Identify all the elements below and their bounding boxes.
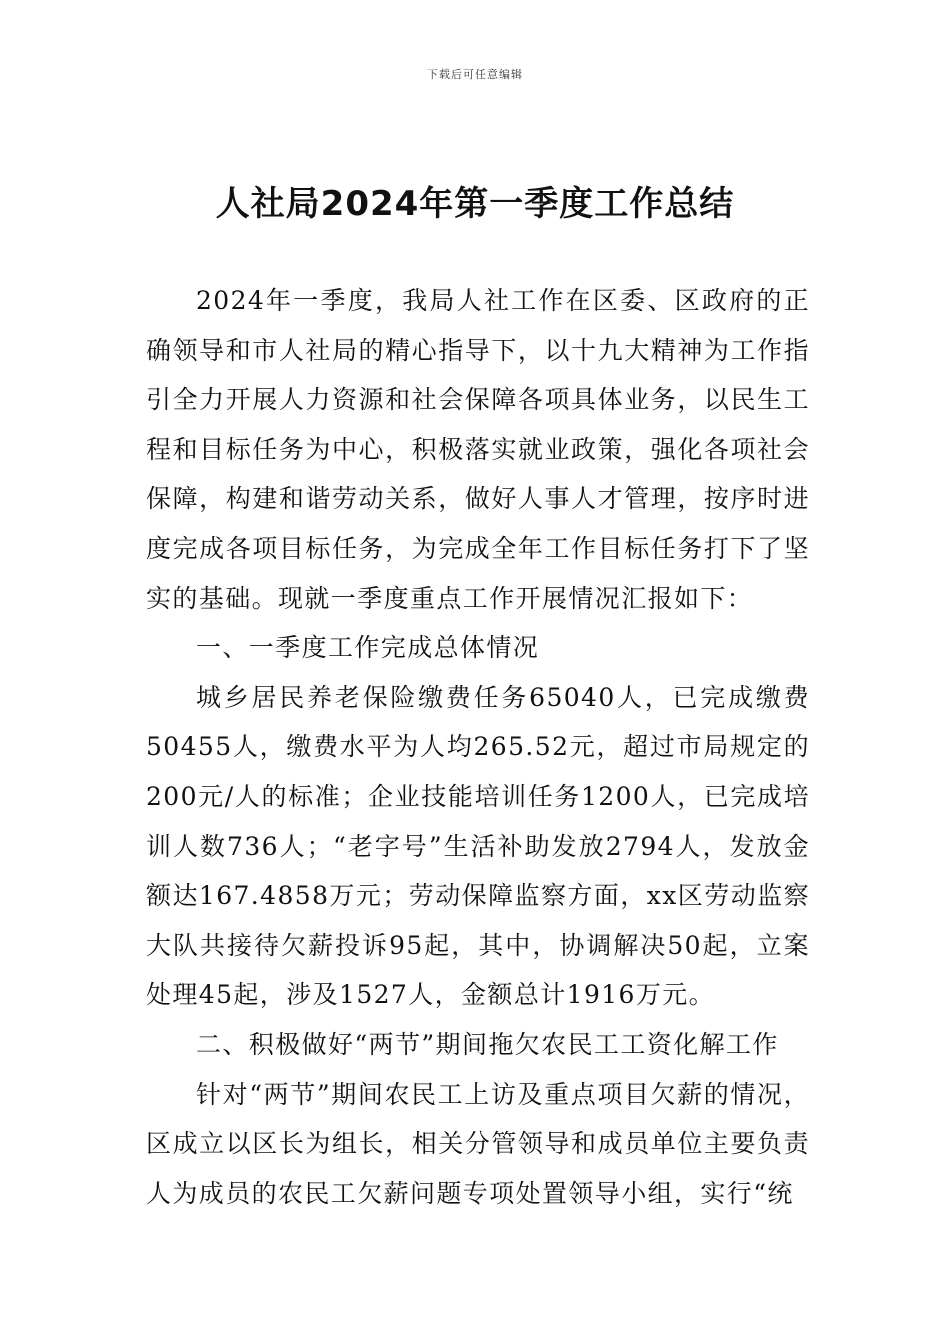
section-heading-1: 一、一季度工作完成总体情况 [196, 633, 540, 663]
section-heading-2: 二、积极做好“两节”期间拖欠农民工工资化解工作 [196, 1029, 779, 1059]
paragraph-summary: 城乡居民养老保险缴费任务65040人，已完成缴费50455人，缴费水平为人均265.52元，超过市局规定的200元/人的标准；企业技能培训任务1200人，已完成培训人数736人；“老字号”生活补助发放2794人，发放金额达167.4858万元；劳动保障监察方面，xx区劳动监察大队共接待欠薪投诉95起，其中，协调解决50起，立案处理45起，涉及1527人，金额总计1916万元。 [146, 682, 810, 1010]
document-title: 人社局2024年第一季度工作总结 [215, 184, 735, 224]
header-note: 下载后可任意编辑 [427, 68, 523, 81]
document-body [146, 276, 810, 1218]
paragraph-wage-arrears: 针对“两节”期间农民工上访及重点项目欠薪的情况，区成立以区长为组长，相关分管领导和成员单位主要负责人为成员的农民工欠薪问题专项处置领导小组，实行“统 [146, 1079, 810, 1208]
paragraph-intro: 2024年一季度，我局人社工作在区委、区政府的正确领导和市人社局的精心指导下，以十九大精神为工作指引全力开展人力资源和社会保障各项具体业务，以民生工程和目标任务为中心，积极落实就业政策，强化各项社会保障，构建和谐劳动关系，做好人事人才管理，按序时进度完成各项目标任务，为完成全年工作目标任务打下了坚实的基础。现就一季度重点工作开展情况汇报如下： [146, 286, 810, 613]
